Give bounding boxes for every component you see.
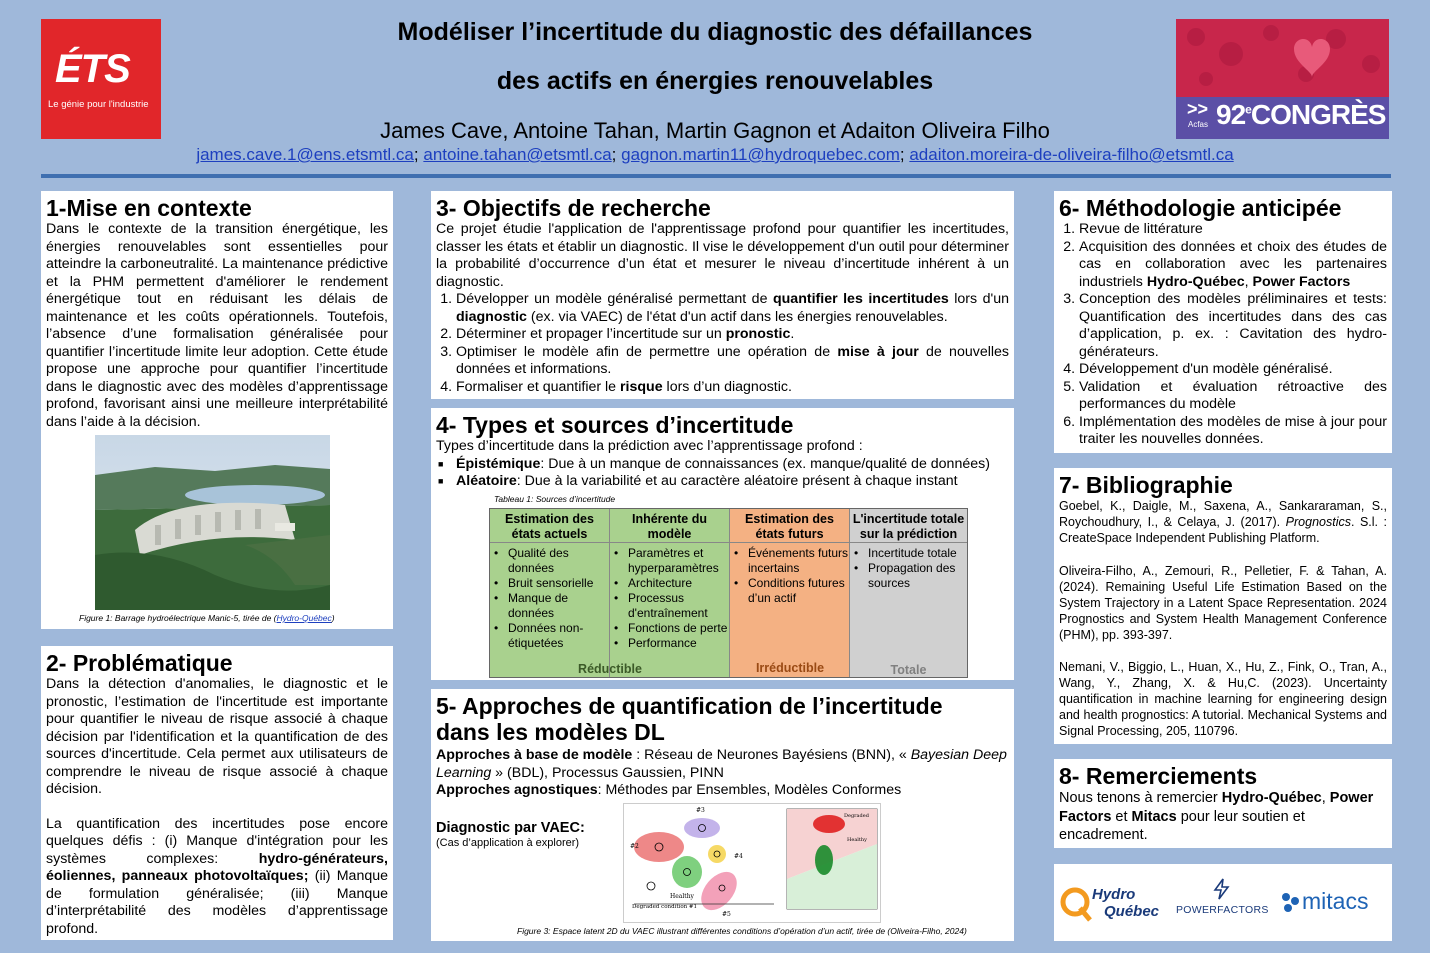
section-types-incertitude [431, 408, 1014, 680]
region-label: Healthy [847, 837, 867, 843]
section-text: Nous tenons à remercier Hydro-Québec, Power Factors et Mitacs pour leur soutien et encadrement. [1059, 790, 1374, 843]
section-title: 7- Bibliographie [1059, 472, 1233, 498]
table-cell: • Propagation des sources [850, 561, 967, 591]
section-text: Dans le contexte de la transition énergétique, les énergies renouvelables sont essentielles pour atteindre la carboneutralité. La maintenance prédictive et la PHM permettent d'améliorer le rendement énergétique tout en réduisant les délais de maintenance et les coûts opérationnels. Toutefois, l’absence d’une formalisation généralisée pour quantifier l’incertitude limite leur adoption. Cette étude propose une approche pour quantifier l’incertitude dans le diagnostic avec des modèles d’apprentissage profond, favorisant ainsi une meilleure interprétabilité dans l’aide à la décision. [46, 221, 388, 430]
mitacs-logo: mitacs [1280, 888, 1390, 918]
section-problematique [41, 646, 393, 940]
section-title: 1-Mise en contexte [46, 195, 252, 221]
objectives-list [456, 291, 1009, 396]
diagnostic-title: Diagnostic par VAEC: [436, 820, 585, 836]
region-label: Degraded [844, 813, 869, 819]
poster-title-line2: des actifs en énergies renouvelables [496, 67, 934, 95]
table-footer-irreductible: Irréductible [755, 661, 825, 675]
cluster-label: Healthy [670, 893, 694, 900]
table-col-inherente-modele [610, 509, 730, 677]
hydro-quebec-q-icon [1060, 884, 1094, 924]
list-item: 1. Revue de littérature [1079, 221, 1387, 239]
cluster-label: #3 [696, 807, 705, 814]
section-approches [431, 689, 1014, 941]
table-footer-reductible: Réductible [578, 662, 642, 676]
section-bibliographie [1054, 468, 1392, 744]
table-cell: • Incertitude totale [850, 546, 967, 561]
lightning-icon [1212, 878, 1232, 900]
reference-1: Goebel, K., Daigle, M., Saxena, A., Sankararaman, S., Roychoudhury, I., & Celaya, J. (2017). Prognostics. S.l. : CreateSpace Independent Publishing Platform. [1059, 499, 1388, 545]
methodology-list [1079, 221, 1387, 449]
mitacs-icon [1280, 891, 1302, 913]
ets-logo [41, 19, 161, 139]
section-text: Types d’incertitude dans la prédiction avec l’apprentissage profond : [436, 438, 863, 454]
list-item: 2. Acquisition des données et choix des études de cas en collaboration avec les partenaires industriels Hydro-Québec, Power Factors [1079, 239, 1387, 292]
email-link[interactable]: james.cave.1@ens.etsmtl.ca [196, 145, 414, 164]
table-cell: • Qualité des données [490, 546, 609, 576]
email-link[interactable]: antoine.tahan@etsmtl.ca [423, 145, 612, 164]
table-cell: • Bruit sensorielle [490, 576, 609, 591]
table-cell: • Paramètres et hyperparamètres [610, 546, 729, 576]
uncertainty-types-list [436, 456, 1009, 491]
list-item: ■ Épistémique: Due à un manque de connaissances (ex. manque/qualité de données) [436, 456, 1009, 474]
reference-3: Nemani, V., Biggio, L., Huan, X., Hu, Z., Fink, O., Tran, A., Wang, Y., Zhang, X. & Hu,C. (2023). Uncertainty quantification in machine learning for engineering design and health prognostics: A tutorial. Mechanical Systems and Signal Processing, 205, 110796. [1059, 660, 1387, 738]
section-title: 3- Objectifs de recherche [436, 195, 711, 221]
section-text-challenges: La quantification des incertitudes pose encore quelques défis : (i) Manque d'intégration pour les systèmes complexes: hydro-générateurs, éoliennes, panneaux photovoltaïques; (ii) Manque de formulation généralisée; (iii) Manque d’interprétabilité des modèles d’apprentissage profond. [46, 815, 389, 937]
section-title: 4- Types et sources d’incertitude [436, 412, 794, 438]
section-title: 2- Problématique [46, 650, 233, 676]
dam-photo [95, 435, 330, 610]
hydro-quebec-link[interactable]: Hydro-Québec [276, 613, 332, 623]
section-text: Approches agnostiques: Méthodes par Ensembles, Modèles Conformes [436, 782, 902, 798]
cluster-label: #5 [722, 911, 731, 918]
ets-logo-tagline: Le génie pour l'industrie [48, 99, 149, 110]
table-col-etats-actuels [490, 509, 610, 677]
table-cell: • Conditions futures d’un actif [730, 576, 849, 606]
table-caption: Tableau 1: Sources d’incertitude [494, 494, 616, 504]
figure-caption: Figure 1: Barrage hydroélectrique Manic-5, tirée de (Hydro-Québec) [79, 613, 335, 623]
latent-space-plot-left [624, 804, 880, 922]
email-link[interactable]: adaiton.moreira-de-oliveira-filho@etsmtl.ca [909, 145, 1234, 164]
ets-logo-text: ÉTS [55, 47, 130, 91]
list-item: 4. Formaliser et quantifier le risque lors d’un diagnostic. [456, 379, 1009, 397]
section-text: Approches à base de modèle : Réseau de Neurones Bayésiens (BNN), « Bayesian Deep Learning » (BDL), Processus Gaussien, PINN [436, 747, 1007, 781]
reference-2: Oliveira-Filho, A., Zemouri, R., Pelletier, F. & Tahan, A. (2024). Remaining Useful Life Estimation Based on the System Trajectory in a Latent Space Representation. 2024 Prognostics and System Health Management Conference (PHM), pp. 393-397. [1059, 564, 1387, 642]
sponsor-logos [1054, 864, 1392, 941]
table-footer-totale: Totale [890, 663, 927, 677]
table-cell: • Fonctions de perte [610, 621, 729, 636]
diagnostic-subtitle: (Cas d’application à explorer) [436, 837, 580, 849]
dam-photo-image [95, 435, 330, 610]
list-item: 3. Optimiser le modèle afin de permettre une opération de mise à jour de nouvelles données et informations. [456, 344, 1009, 379]
authors: James Cave, Antoine Tahan, Martin Gagnon et Adaiton Oliveira Filho [380, 118, 1050, 143]
section-objectifs [431, 191, 1014, 399]
table-col-header: Estimation des états futurs [730, 509, 849, 543]
uncertainty-sources-table [489, 508, 968, 678]
list-item: 2. Déterminer et propager l’incertitude sur un pronostic. [456, 326, 1009, 344]
table-col-header: Inhérente du modèle [610, 509, 729, 543]
acfas-arrows: >> [1187, 99, 1209, 119]
acfas-congres-logo [1176, 19, 1389, 139]
list-item: ■ Aléatoire: Due à la variabilité et au caractère aléatoire présent à chaque instant [436, 473, 1009, 491]
table-col-header: L'incertitude totale sur la prédiction [850, 509, 967, 543]
section-text: Dans la détection d'anomalies, le diagnostic et le pronostic, l’estimation de l'incertitude est importante pour quantifier le niveau de risque associé à chaque décision par l'identification et la quantification de des sources d'incertitude. Cela permet aux utilisateurs de comprendre le niveau de risque associé à chaque décision. [46, 676, 388, 797]
table-cell: • Événements futurs incertains [730, 546, 849, 576]
section-text: Ce projet étudie l'application de l'apprentissage profond pour quantifier les incertitudes, classer les états et établir un diagnostic. Il vise le développement d'un outil pour déterminer la probabilité d’occurrence d’un état et mesurer le niveau d’incertitude inhérent à un diagnostic. [436, 221, 1009, 290]
cluster-label: Degraded condition #1 [632, 904, 698, 910]
acfas-number: 92eCONGRÈS [1216, 99, 1386, 130]
table-cell: • Architecture [610, 576, 729, 591]
section-remerciements [1054, 759, 1392, 848]
list-item: 3. Conception des modèles préliminaires et tests: Quantification des incertitudes dans des cas d’application, p. ex. : Cavitation des hydro-générateurs. [1079, 291, 1387, 361]
cluster-label: #2 [630, 843, 639, 850]
list-item: 6. Implémentation des modèles de mise à jour pour traiter les nouvelles données. [1079, 414, 1387, 449]
power-factors-logo: POWERFACTORS [1174, 878, 1274, 922]
latent-space-figure [623, 803, 881, 923]
table-cell: • Données non-étiquetées [490, 621, 609, 651]
acfas-org: Acfas [1188, 120, 1209, 129]
section-title: 6- Méthodologie anticipée [1059, 195, 1342, 221]
figure-caption: Figure 3: Espace latent 2D du VAEC illustrant différentes conditions d’opération d’un actif, tirée de (Oliveira-Filho, 2024) [517, 926, 967, 936]
section-title: 8- Remerciements [1059, 763, 1258, 789]
poster-title-line1: Modéliser l’incertitude du diagnostic des défaillances [397, 18, 1033, 46]
table-cell: • Manque de données [490, 591, 609, 621]
hydro-quebec-logo: Hydro Québec [1060, 884, 1170, 924]
header-divider [41, 174, 1391, 178]
email-link[interactable]: gagnon.martin11@hydroquebec.com [621, 145, 900, 164]
table-cell: • Processus d'entraînement [610, 591, 729, 621]
table-col-header: Estimation des états actuels [490, 509, 609, 543]
section-methodologie [1054, 191, 1392, 453]
list-item: 5. Validation et évaluation rétroactive des performances du modèle [1079, 379, 1387, 414]
section-mise-en-contexte [41, 191, 393, 629]
table-cell: • Performance [610, 636, 729, 651]
table-col-etats-futurs [730, 509, 850, 677]
cluster-label: #4 [734, 853, 743, 860]
list-item: 4. Développement d'un modèle généralisé. [1079, 361, 1387, 379]
section-title: 5- Approches de quantification de l’incertitude dans les modèles DL [436, 693, 943, 745]
list-item: 1. Développer un modèle généralisé permettant de quantifier les incertitudes lors d'un diagnostic (ex. via VAEC) de l'état d'un actif dans les énergies renouvelables. [456, 291, 1009, 326]
author-emails: james.cave.1@ens.etsmtl.ca; antoine.tahan@etsmtl.ca; gagnon.martin11@hydroquebec.com; adaiton.moreira-de-oliveira-filho@etsmtl.ca [196, 145, 1234, 164]
table-col-incertitude-totale [850, 509, 967, 677]
